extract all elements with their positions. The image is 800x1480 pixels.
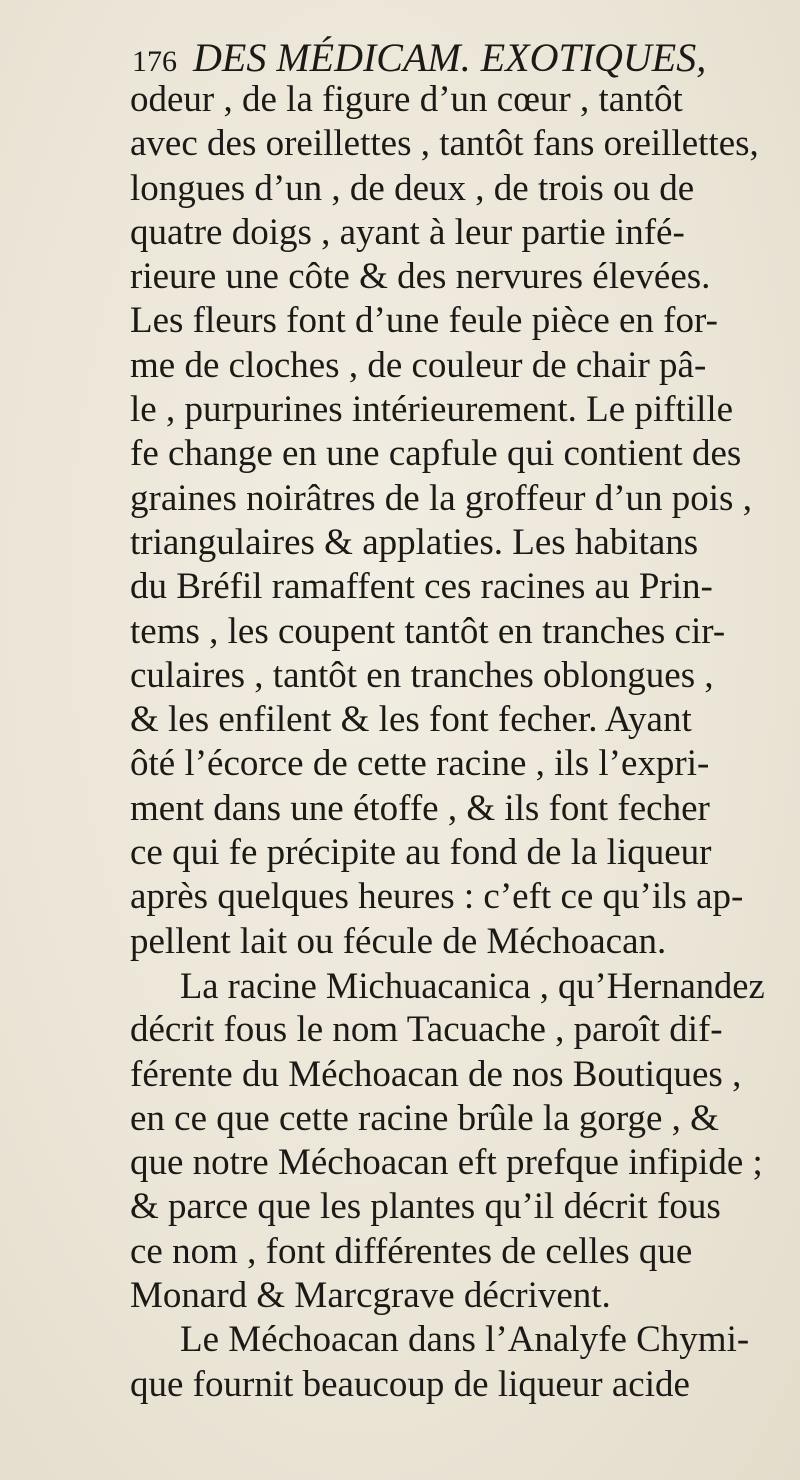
running-title: DES MÉDICAM. EXOTIQUES, bbox=[193, 35, 707, 80]
text-line: le , purpurines intérieurement. Le piftille bbox=[130, 389, 734, 431]
text-line: Les fleurs font d’une feule pièce en for- bbox=[130, 300, 718, 342]
text-line: décrit fous le nom Tacuache , paroît dif- bbox=[130, 1009, 723, 1051]
text-line: & les enfilent & les font fecher. Ayant bbox=[130, 699, 692, 741]
text-line: tems , les coupent tantôt en tranches cir- bbox=[130, 610, 726, 652]
text-line: longues d’un , de deux , de trois ou de bbox=[130, 167, 695, 209]
page-number: 176 bbox=[132, 45, 177, 78]
text-line: Le Méchoacan dans l’Analyfe Chymi- bbox=[180, 1319, 750, 1361]
text-line: graines noirâtres de la groffeur d’un pois , bbox=[130, 477, 752, 519]
text-line: culaires , tantôt en tranches oblongues , bbox=[130, 654, 714, 696]
text-line: quatre doigs , ayant à leur partie infé- bbox=[130, 211, 685, 253]
text-line: pellent lait ou fécule de Méchoacan. bbox=[130, 920, 667, 962]
text-line: La racine Michuacanica , qu’Hernandez bbox=[180, 964, 765, 1006]
text-line: férente du Méchoacan de nos Boutiques , bbox=[130, 1053, 742, 1095]
text-line: me de cloches , de couleur de chair pâ- bbox=[130, 344, 707, 386]
text-line: triangulaires & applaties. Les habitans bbox=[130, 521, 699, 563]
text-line: odeur , de la figure d’un cœur , tantôt bbox=[130, 79, 683, 120]
text-line: Monard & Marcgrave décrivent. bbox=[130, 1275, 611, 1317]
text-line: ce qui fe précipite au fond de la liqueur bbox=[130, 832, 712, 874]
text-line: ce nom , font différentes de celles que bbox=[130, 1230, 693, 1272]
text-line: que notre Méchoacan eft prefque infipide ; bbox=[130, 1142, 763, 1184]
text-line: en ce que cette racine brûle la gorge , & bbox=[130, 1097, 719, 1139]
text-line: ment dans une étoffe , & ils font fecher bbox=[130, 787, 710, 829]
text-line: rieure une côte & des nervures élevées. bbox=[130, 256, 711, 298]
text-line: du Bréfil ramaffent ces racines au Prin- bbox=[130, 566, 713, 608]
body-text bbox=[130, 78, 770, 1407]
text-line: après quelques heures : c’eft ce qu’ils ap- bbox=[130, 876, 744, 918]
text-line: & parce que les plantes qu’il décrit fous bbox=[130, 1186, 721, 1228]
text-line: ôté l’écorce de cette racine , ils l’expri- bbox=[130, 743, 710, 785]
text-line: fe change en une capfule qui contient des bbox=[130, 433, 742, 475]
text-line: avec des oreillettes , tantôt fans oreillettes, bbox=[130, 123, 759, 165]
text-line: que fournit beaucoup de liqueur acide bbox=[130, 1363, 690, 1405]
running-header bbox=[132, 34, 772, 82]
